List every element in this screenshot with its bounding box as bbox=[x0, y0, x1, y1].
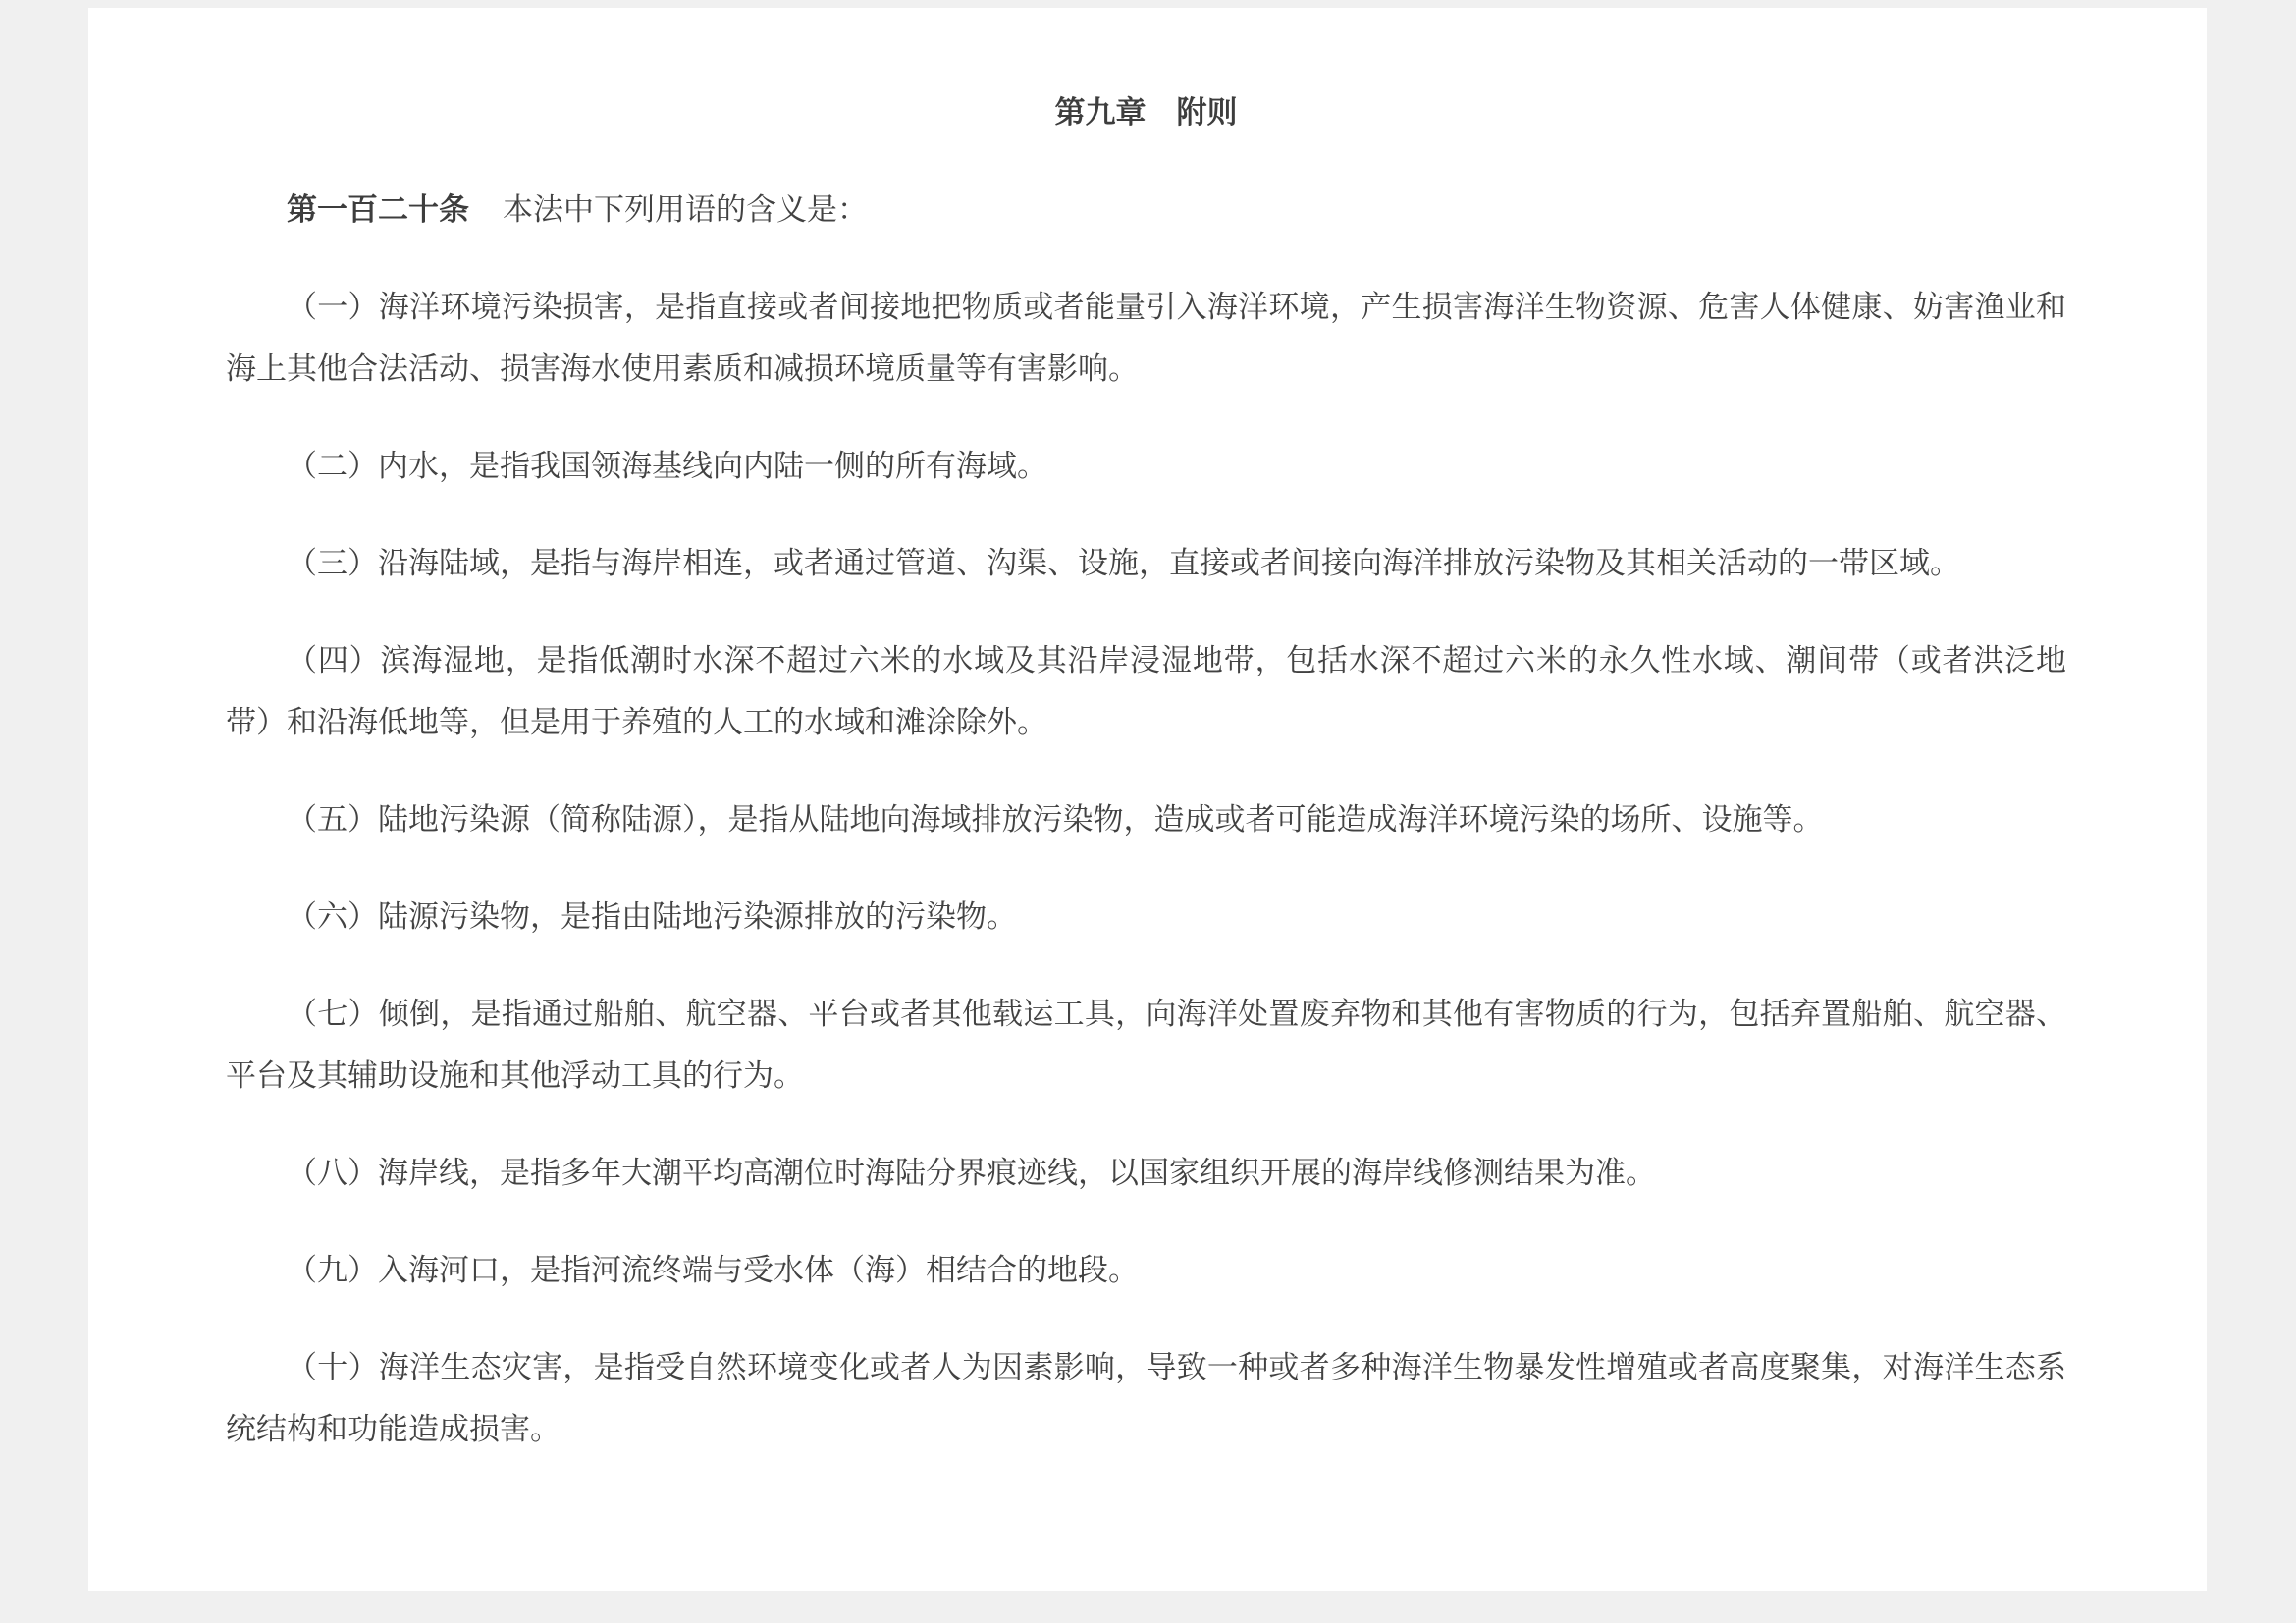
definition-item-4: （四）滨海湿地，是指低潮时水深不超过六米的水域及其沿岸浸湿地带，包括水深不超过六米的永久性水域、潮间带（或者洪泛地带）和沿海低地等，但是用于养殖的人工的水域和滩涂除外。 bbox=[226, 643, 2066, 739]
definition-item-3: （三）沿海陆域，是指与海岸相连，或者通过管道、沟渠、设施，直接或者间接向海洋排放污染物及其相关活动的一带区域。 bbox=[287, 546, 1960, 580]
chapter-title: 第九章 附则 bbox=[1054, 95, 1238, 130]
definition-item-8: （八）海岸线，是指多年大潮平均高潮位时海陆分界痕迹线，以国家组织开展的海岸线修测结果为准。 bbox=[287, 1156, 1656, 1190]
article-paragraph bbox=[226, 179, 2066, 241]
definition-item-7: （七）倾倒，是指通过船舶、航空器、平台或者其他载运工具，向海洋处置废弃物和其他有害物质的行为，包括弃置船舶、航空器、平台及其辅助设施和其他浮动工具的行为。 bbox=[226, 997, 2066, 1093]
document-page bbox=[88, 8, 2207, 1591]
definition-item-2: （二）内水，是指我国领海基线向内陆一侧的所有海域。 bbox=[287, 449, 1047, 483]
definition-item-6: （六）陆源污染物，是指由陆地污染源排放的污染物。 bbox=[287, 899, 1017, 934]
document-content bbox=[88, 8, 2207, 1460]
definition-item-10: （十）海洋生态灾害，是指受自然环境变化或者人为因素影响，导致一种或者多种海洋生物暴发性增殖或者高度聚集，对海洋生态系统结构和功能造成损害。 bbox=[226, 1350, 2066, 1446]
definition-item-9: （九）入海河口，是指河流终端与受水体（海）相结合的地段。 bbox=[287, 1253, 1139, 1287]
article-number: 第一百二十条 bbox=[287, 192, 469, 227]
definition-item-5: （五）陆地污染源（简称陆源），是指从陆地向海域排放污染物，造成或者可能造成海洋环境污染的场所、设施等。 bbox=[287, 802, 1824, 837]
article-intro-text: 本法中下列用语的含义是： bbox=[503, 192, 868, 227]
definition-item-1: （一）海洋环境污染损害，是指直接或者间接地把物质或者能量引入海洋环境，产生损害海洋生物资源、危害人体健康、妨害渔业和海上其他合法活动、损害海水使用素质和减损环境质量等有害影响。 bbox=[226, 290, 2066, 386]
